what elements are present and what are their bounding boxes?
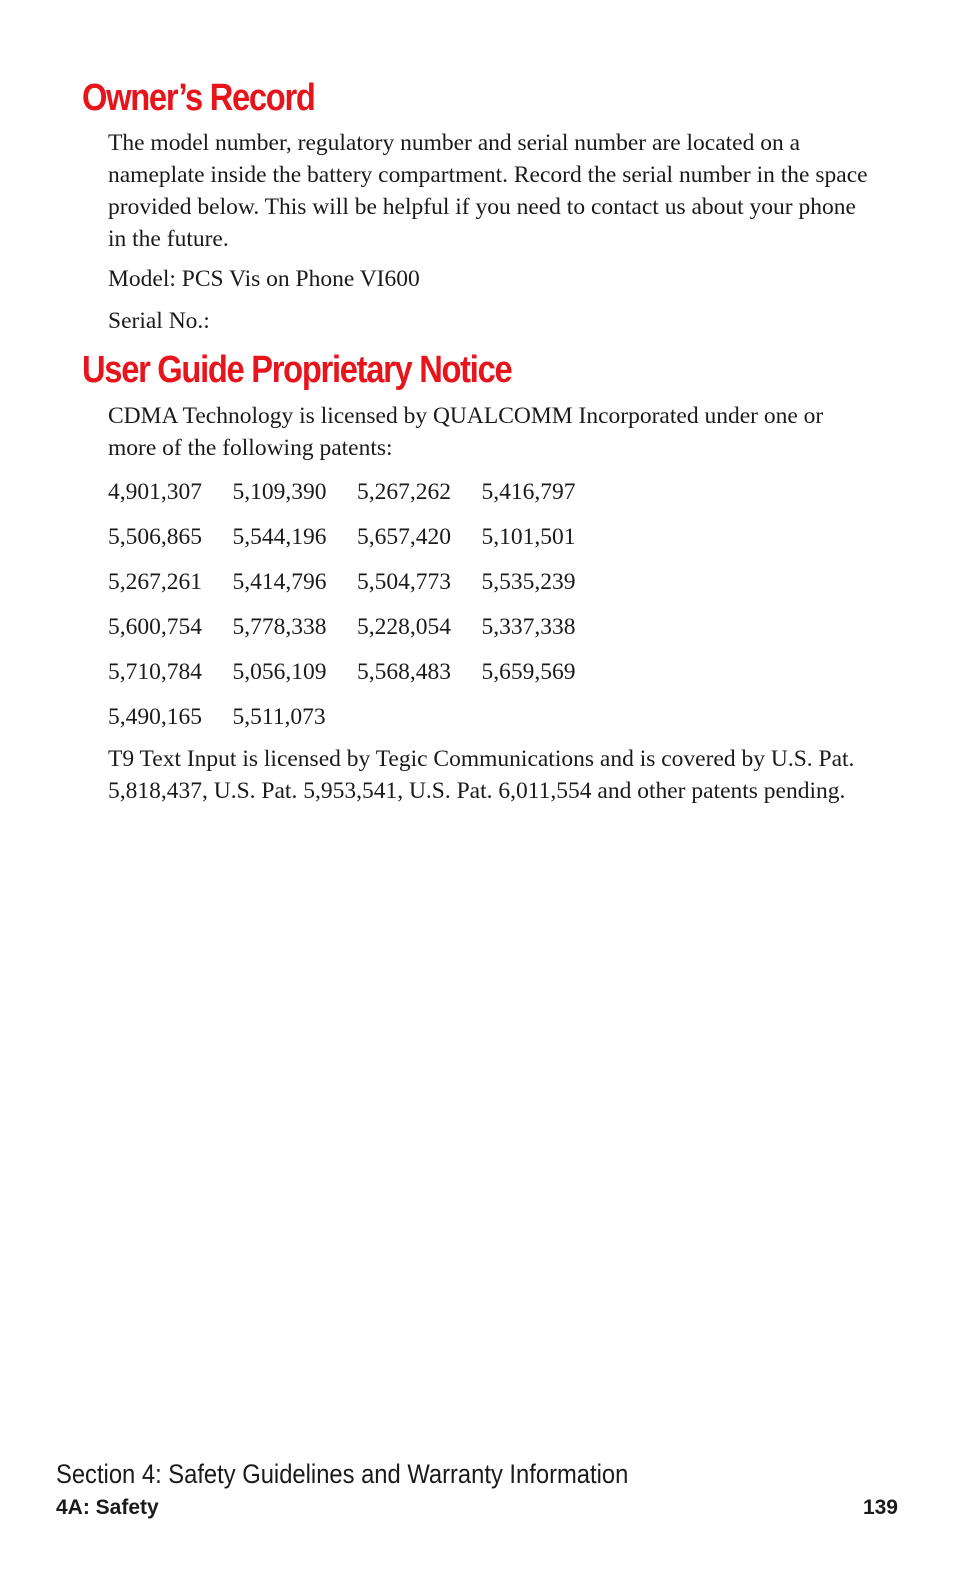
patent-list xyxy=(108,476,606,746)
patent-number: 5,544,196 xyxy=(232,524,327,550)
patent-number: 5,657,420 xyxy=(357,524,451,550)
proprietary-notice-heading: User Guide Proprietary Notice xyxy=(82,349,512,391)
cdma-license-text: CDMA Technology is licensed by QUALCOMM Incorporated under one or more of the following patents: xyxy=(108,403,824,461)
patent-number: 5,337,338 xyxy=(481,614,576,640)
patent-number: 5,267,261 xyxy=(108,569,202,595)
patent-number: 5,568,483 xyxy=(357,659,451,685)
patent-number: 5,710,784 xyxy=(108,659,202,685)
patent-number: 5,506,865 xyxy=(108,524,202,550)
patent-number: 5,504,773 xyxy=(357,569,451,595)
patent-row xyxy=(108,476,606,521)
patent-row xyxy=(108,611,606,656)
patent-row xyxy=(108,521,606,566)
patent-number: 5,416,797 xyxy=(481,479,576,505)
patent-number: 5,056,109 xyxy=(232,659,327,685)
patent-number: 5,490,165 xyxy=(108,704,202,730)
page-number: 139 xyxy=(862,1496,898,1519)
t9-license-text: T9 Text Input is licensed by Tegic Communications and is covered by U.S. Pat. 5,818,437, U.S. Pat. 5,953,541, U.S. Pat. 6,011,554 and other patents pending. xyxy=(108,746,855,804)
patent-number: 5,778,338 xyxy=(232,614,327,640)
patent-number: 5,511,073 xyxy=(232,704,326,730)
patent-number: 5,535,239 xyxy=(481,569,576,595)
patent-number: 5,600,754 xyxy=(108,614,202,640)
patent-number: 5,414,796 xyxy=(232,569,327,595)
patent-number: 5,101,501 xyxy=(481,524,576,550)
patent-row xyxy=(108,701,606,746)
patent-number: 5,228,054 xyxy=(357,614,451,640)
patent-row xyxy=(108,656,606,701)
owners-record-intro: The model number, regulatory number and serial number are located on a nameplate inside the battery compartment. Record the serial number in the space provided below. This will be helpful if you need to contact us about your phone in the future. xyxy=(108,130,868,252)
model-line: Model: PCS Vis on Phone VI600 xyxy=(108,266,420,292)
owners-record-heading: Owner’s Record xyxy=(82,77,315,119)
footer-subsection: 4A: Safety xyxy=(56,1496,159,1519)
patent-number: 4,901,307 xyxy=(108,479,202,505)
patent-number: 5,267,262 xyxy=(357,479,451,505)
serial-line: Serial No.: xyxy=(108,308,210,334)
patent-row xyxy=(108,566,606,611)
patent-number: 5,109,390 xyxy=(232,479,327,505)
patent-number: 5,659,569 xyxy=(481,659,576,685)
footer-section-title: Section 4: Safety Guidelines and Warranty Information xyxy=(56,1459,629,1489)
